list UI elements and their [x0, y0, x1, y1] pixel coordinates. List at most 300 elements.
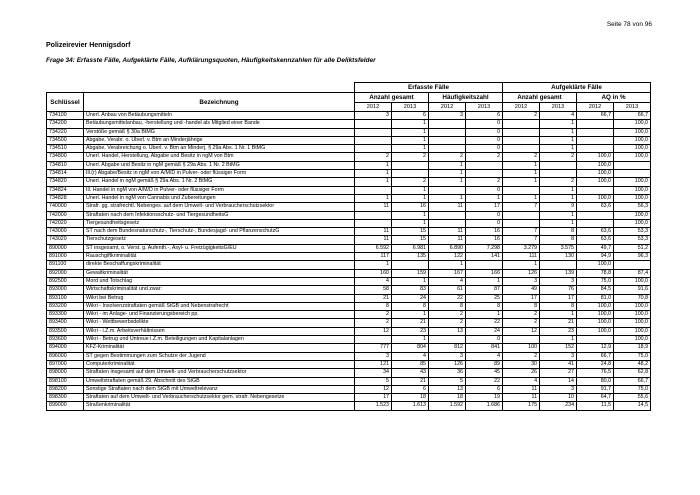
table-row	[47, 178, 651, 186]
row-value: 10	[540, 394, 577, 402]
row-key: 893200	[47, 302, 84, 310]
organization-title: Polizeirevier Hennigsdorf	[46, 42, 131, 49]
row-value	[429, 186, 466, 194]
row-value: 1	[429, 194, 466, 202]
table-row	[47, 219, 651, 227]
row-value: 27	[540, 369, 577, 377]
row-value	[429, 219, 466, 227]
row-value: 6.592	[355, 244, 392, 252]
row-value: 17	[503, 294, 540, 302]
row-value: 66,7	[577, 352, 614, 360]
row-value: 41	[540, 360, 577, 368]
row-description: Tierschutzgesetz	[84, 236, 355, 244]
row-value: 6	[466, 385, 503, 393]
row-value: 3	[540, 385, 577, 393]
row-value	[355, 128, 392, 136]
table-row	[47, 203, 651, 211]
row-value: 22	[429, 294, 466, 302]
row-value	[614, 161, 651, 169]
row-key: 897000	[47, 360, 84, 368]
table-row	[47, 286, 651, 294]
row-key: 734800	[47, 153, 84, 161]
row-description: ST nach dem Bundesnaturschutz-, Tierschutz-, Bundesjagd- und PflanzenschutzG	[84, 228, 355, 236]
row-value: 51,2	[614, 244, 651, 252]
row-value: 2	[429, 153, 466, 161]
row-value: 2	[429, 319, 466, 327]
row-value: 4	[503, 377, 540, 385]
row-value: 841	[466, 344, 503, 352]
row-value	[577, 211, 614, 219]
row-value	[503, 211, 540, 219]
row-value	[429, 211, 466, 219]
row-value: 1	[540, 194, 577, 202]
row-value: 100,0	[614, 128, 651, 136]
row-value: 49,7	[577, 244, 614, 252]
row-key: 893100	[47, 294, 84, 302]
row-value: 1	[392, 128, 429, 136]
row-key: 734824	[47, 186, 84, 194]
row-value: 13	[429, 327, 466, 335]
table-row	[47, 153, 651, 161]
row-key: 891100	[47, 261, 84, 269]
row-description: Computerkriminalität	[84, 360, 355, 368]
year-header: 2012	[503, 103, 540, 112]
row-value: 61	[429, 286, 466, 294]
row-value: 17	[540, 294, 577, 302]
row-value	[355, 120, 392, 128]
row-value: 7	[503, 236, 540, 244]
row-value: 18	[429, 394, 466, 402]
row-value: 0	[466, 211, 503, 219]
row-description: Tiergesundheitsgesetz	[84, 219, 355, 227]
row-value: 21	[540, 319, 577, 327]
row-value: 166	[466, 269, 503, 277]
row-description: Wikri - i.Z.m. Arbeitsverhältnissen	[84, 327, 355, 335]
row-description: direkte Beschaffungskriminalität	[84, 261, 355, 269]
row-value: 1	[540, 219, 577, 227]
row-value: 1	[392, 311, 429, 319]
year-header: 2013	[614, 103, 651, 112]
row-value: 777	[355, 344, 392, 352]
row-value: 75,0	[577, 277, 614, 285]
row-value: 45	[466, 369, 503, 377]
row-value	[614, 261, 651, 269]
row-value: 1	[540, 136, 577, 144]
row-value: 17	[355, 394, 392, 402]
row-value	[614, 170, 651, 178]
row-value: 1	[503, 161, 540, 169]
row-value: 0	[466, 128, 503, 136]
row-value: 2	[503, 352, 540, 360]
subheader-aq: AQ in %	[577, 93, 651, 103]
row-value: 117	[355, 253, 392, 261]
row-value: 6	[392, 385, 429, 393]
row-key: 742020	[47, 219, 84, 227]
row-key: 893600	[47, 336, 84, 344]
row-value: 3	[429, 112, 466, 120]
row-value	[392, 170, 429, 178]
row-value	[429, 128, 466, 136]
row-value: 75,0	[614, 352, 651, 360]
row-value: 141	[466, 253, 503, 261]
row-value: 11,5	[577, 402, 614, 410]
row-value: 1	[540, 120, 577, 128]
table-row	[47, 236, 651, 244]
row-value: 25	[466, 294, 503, 302]
row-value: 1	[392, 136, 429, 144]
row-value: 4	[540, 112, 577, 120]
row-value: 17	[466, 203, 503, 211]
table-row	[47, 253, 651, 261]
row-value	[503, 336, 540, 344]
row-value: 11	[503, 394, 540, 402]
row-value: 55,6	[614, 394, 651, 402]
row-value: 12	[355, 327, 392, 335]
row-value: 130	[540, 253, 577, 261]
table-row	[47, 294, 651, 302]
row-value: 5	[429, 377, 466, 385]
row-value: 3	[355, 112, 392, 120]
row-value: 7	[503, 203, 540, 211]
row-key: 892500	[47, 277, 84, 285]
row-value: 100,0	[577, 161, 614, 169]
row-value: 2	[503, 311, 540, 319]
row-description: Unerl. Handel, Herstellung, Abgabe und Besitz in ngM von Btm	[84, 153, 355, 161]
row-description: Wikri - Insolvenzstraftaten gemäß StGB und Nebenstrafrecht	[84, 302, 355, 310]
row-value: 26	[503, 369, 540, 377]
row-key: 734814	[47, 170, 84, 178]
row-value: 1	[355, 261, 392, 269]
row-value: 30	[503, 360, 540, 368]
row-value: 0	[466, 336, 503, 344]
row-key: 891000	[47, 253, 84, 261]
row-value: 22	[466, 319, 503, 327]
row-value: 100,0	[614, 178, 651, 186]
row-value: 49	[503, 286, 540, 294]
row-value: 12	[355, 385, 392, 393]
table-row	[47, 128, 651, 136]
row-description: KFZ-Kriminalität	[84, 344, 355, 352]
table-caption: Frage 34: Erfasste Fälle, Aufgeklärte Fälle, Aufklärungsquoten, Häufigkeitskennzahlen für alle Deliktsfelder	[46, 57, 376, 64]
row-value: 8	[355, 302, 392, 310]
row-key: 892000	[47, 269, 84, 277]
group-header-erfasst: Erfasste Fälle	[355, 83, 503, 93]
row-value	[540, 170, 577, 178]
row-description: Wikri bei Betrug	[84, 294, 355, 302]
row-value: 100,0	[614, 219, 651, 227]
row-value: 0	[466, 219, 503, 227]
row-value: 804	[392, 344, 429, 352]
row-value	[355, 219, 392, 227]
row-key: 893400	[47, 319, 84, 327]
row-value: 1	[392, 336, 429, 344]
row-value: 11	[429, 236, 466, 244]
row-value: 2	[392, 153, 429, 161]
table-body	[47, 112, 651, 411]
row-description: Ill.(r) Abgabe/Besitz in ngM von A/M/D in Pulver- oder flüssiger Form	[84, 170, 355, 178]
row-value: 8	[540, 228, 577, 236]
row-value: 21	[392, 377, 429, 385]
row-value: 100,0	[577, 311, 614, 319]
row-value: 1	[392, 219, 429, 227]
row-value: 70,8	[614, 294, 651, 302]
row-value: 15	[392, 236, 429, 244]
row-value	[577, 128, 614, 136]
year-header: 2012	[429, 103, 466, 112]
row-value: 152	[540, 344, 577, 352]
table-row	[47, 261, 651, 269]
row-value: 85	[392, 360, 429, 368]
row-value: 84,5	[577, 286, 614, 294]
row-value: 16	[466, 228, 503, 236]
row-description: Ill. Handel in ngM von A/M/D in Pulver- oder flüssiger Form	[84, 186, 355, 194]
row-value: 3	[503, 277, 540, 285]
table-row	[47, 186, 651, 194]
row-key: 734828	[47, 194, 84, 202]
row-value: 122	[429, 253, 466, 261]
row-value: 1	[392, 277, 429, 285]
row-value: 12	[503, 327, 540, 335]
row-key: 734810	[47, 161, 84, 169]
row-value: 56,3	[614, 203, 651, 211]
row-description: Mord und Totschlag	[84, 277, 355, 285]
subheader-haeufigkeitszahl: Häufigkeitszahl	[429, 93, 503, 103]
row-value: 2	[355, 153, 392, 161]
row-description: ST gegen Bestimmungen zum Schutze der Jugend	[84, 352, 355, 360]
row-value: 812	[429, 344, 466, 352]
row-value: 121	[355, 360, 392, 368]
row-value: 63,6	[577, 236, 614, 244]
row-value: 1	[540, 311, 577, 319]
row-key: 896000	[47, 352, 84, 360]
row-value: 100,0	[614, 211, 651, 219]
row-value	[577, 219, 614, 227]
row-description: Verstöße gemäß § 30a BtMG	[84, 128, 355, 136]
row-value: 126	[429, 360, 466, 368]
row-value: 1	[429, 161, 466, 169]
row-value: 1	[392, 194, 429, 202]
row-value: 66,7	[614, 377, 651, 385]
row-value: 19	[466, 394, 503, 402]
row-value: 76,5	[577, 369, 614, 377]
column-header-description: Bezeichnung	[84, 93, 355, 112]
row-value: 87,4	[614, 269, 651, 277]
row-key: 893300	[47, 311, 84, 319]
row-value: 2	[503, 319, 540, 327]
row-value: 22	[466, 377, 503, 385]
row-key: 734200	[47, 120, 84, 128]
row-description: Wikri - Betrug und Untreue i.Z.m. Beteiligungen und Kapitalanlagen	[84, 336, 355, 344]
row-value: 8	[540, 302, 577, 310]
row-value: 87	[466, 286, 503, 294]
row-value: 8	[392, 302, 429, 310]
row-value: 1	[466, 194, 503, 202]
table-row	[47, 244, 651, 252]
row-value: 0	[466, 120, 503, 128]
row-value: 100,0	[614, 327, 651, 335]
year-header: 2013	[540, 103, 577, 112]
row-value	[577, 145, 614, 153]
row-value: 100,0	[614, 311, 651, 319]
row-value: 1	[503, 194, 540, 202]
table-row	[47, 112, 651, 120]
row-value: 100,0	[577, 319, 614, 327]
row-value: 1	[540, 336, 577, 344]
row-value: 1	[503, 261, 540, 269]
row-value: 43	[392, 369, 429, 377]
row-value	[503, 128, 540, 136]
row-value: 6	[392, 112, 429, 120]
table-row	[47, 352, 651, 360]
row-description: ST insgesamt, o. Verst. g. Aufenth.-, Asyl- u. FreizügigkeitsG/EU	[84, 244, 355, 252]
row-value: 11	[429, 203, 466, 211]
row-description: Straftaten nach dem Infektionsschutz- und TiergesundheitsG	[84, 211, 355, 219]
row-value: 18	[392, 394, 429, 402]
row-value: 1	[429, 178, 466, 186]
row-value: 21	[392, 319, 429, 327]
row-value: 18,9	[614, 344, 651, 352]
row-value: 24	[392, 294, 429, 302]
row-key: 893500	[47, 327, 84, 335]
row-value: 100,0	[577, 327, 614, 335]
row-value: 100,0	[577, 170, 614, 178]
row-value: 100	[503, 344, 540, 352]
row-value: 21	[355, 294, 392, 302]
row-value: 8	[429, 302, 466, 310]
row-value	[429, 336, 466, 344]
row-value: 1	[429, 170, 466, 178]
row-value: 13	[429, 385, 466, 393]
row-key: 734820	[47, 178, 84, 186]
row-value: 2	[540, 178, 577, 186]
year-header: 2013	[466, 103, 503, 112]
row-value: 7.298	[466, 244, 503, 252]
row-value: 36	[429, 369, 466, 377]
row-value: 100,0	[614, 302, 651, 310]
row-value: 1.592	[429, 402, 466, 410]
row-value: 6.981	[392, 244, 429, 252]
row-value	[355, 136, 392, 144]
row-description: Unerl. Abgabe und Besitz in ngM gemäß § 29a Abs. 1 Nr. 2 BtMG	[84, 161, 355, 169]
row-value	[503, 219, 540, 227]
row-value: 8	[466, 302, 503, 310]
row-value: 8	[503, 302, 540, 310]
row-key: 742000	[47, 211, 84, 219]
row-key: 898200	[47, 385, 84, 393]
row-value: 4	[392, 352, 429, 360]
row-value: 2	[429, 311, 466, 319]
row-value: 11	[429, 228, 466, 236]
row-value: 4	[429, 277, 466, 285]
row-value: 34	[355, 369, 392, 377]
subheader-anzahl-aufgeklaert: Anzahl gesamt	[503, 93, 577, 103]
row-value	[466, 261, 503, 269]
row-description: Strafr. gg. strafrechtl. Nebenges. auf dem Umwelt- und Verbraucherschutzsektor	[84, 203, 355, 211]
row-value: 1.523	[355, 402, 392, 410]
row-value: 14	[540, 377, 577, 385]
row-value: 1	[503, 178, 540, 186]
row-value: 1.686	[466, 402, 503, 410]
row-value: 63,6	[577, 203, 614, 211]
row-value: 1	[355, 194, 392, 202]
row-value: 111	[503, 253, 540, 261]
row-value: 83	[392, 286, 429, 294]
row-value: 2	[355, 319, 392, 327]
row-key: 734510	[47, 145, 84, 153]
row-key: 743020	[47, 236, 84, 244]
row-description: Straftaten insgesamt auf dem Umwelt- und Verbraucherschutzsektor	[84, 369, 355, 377]
row-key: 743000	[47, 228, 84, 236]
row-value	[355, 186, 392, 194]
row-key: 893000	[47, 286, 84, 294]
year-header: 2013	[392, 103, 429, 112]
row-value: 48,2	[614, 360, 651, 368]
row-value: 3	[540, 352, 577, 360]
row-description: Rauschgiftkriminalität	[84, 253, 355, 261]
table-row	[47, 311, 651, 319]
row-value	[466, 170, 503, 178]
row-value: 2	[392, 178, 429, 186]
row-value	[466, 161, 503, 169]
table-row	[47, 302, 651, 310]
row-value: 100,0	[614, 186, 651, 194]
row-value: 234	[540, 402, 577, 410]
row-value: 4	[355, 277, 392, 285]
row-value: 100,0	[614, 336, 651, 344]
row-value	[577, 336, 614, 344]
row-value: 2	[503, 153, 540, 161]
row-value: 1	[392, 186, 429, 194]
row-value: 6.890	[429, 244, 466, 252]
row-value: 23	[540, 327, 577, 335]
year-header: 2012	[577, 103, 614, 112]
row-description: Straßenkriminalität	[84, 402, 355, 410]
row-value: 126	[503, 269, 540, 277]
row-value	[577, 136, 614, 144]
row-value: 3	[429, 352, 466, 360]
row-value: 0	[466, 186, 503, 194]
row-value: 100,0	[614, 153, 651, 161]
row-value	[577, 186, 614, 194]
row-value: 24	[466, 327, 503, 335]
page-number: Seite 78 von 96	[606, 21, 652, 28]
table-row	[47, 194, 651, 202]
row-description: Umweltstraftaten gemäß 29. Abschnitt des StGB	[84, 377, 355, 385]
row-value	[392, 161, 429, 169]
row-value: 100,0	[614, 319, 651, 327]
row-value: 100,0	[577, 178, 614, 186]
table-row	[47, 211, 651, 219]
table-row	[47, 319, 651, 327]
row-description: Unerl. Anbau von Betäubungsmitteln	[84, 112, 355, 120]
row-value: 2	[466, 153, 503, 161]
row-value: 1	[355, 170, 392, 178]
column-header-key: Schlüssel	[47, 93, 84, 112]
subheader-anzahl-erfasst: Anzahl gesamt	[355, 93, 429, 103]
row-value: 1	[540, 186, 577, 194]
row-value: 11	[503, 385, 540, 393]
row-value: 94,9	[577, 253, 614, 261]
row-value: 66,7	[614, 112, 651, 120]
row-value: 14,5	[614, 402, 651, 410]
row-value: 11	[355, 228, 392, 236]
row-value: 24,8	[577, 360, 614, 368]
row-key: 734100	[47, 112, 84, 120]
table-row	[47, 120, 651, 128]
row-key: 734220	[47, 128, 84, 136]
row-value: 66,7	[577, 112, 614, 120]
row-value: 2	[540, 153, 577, 161]
